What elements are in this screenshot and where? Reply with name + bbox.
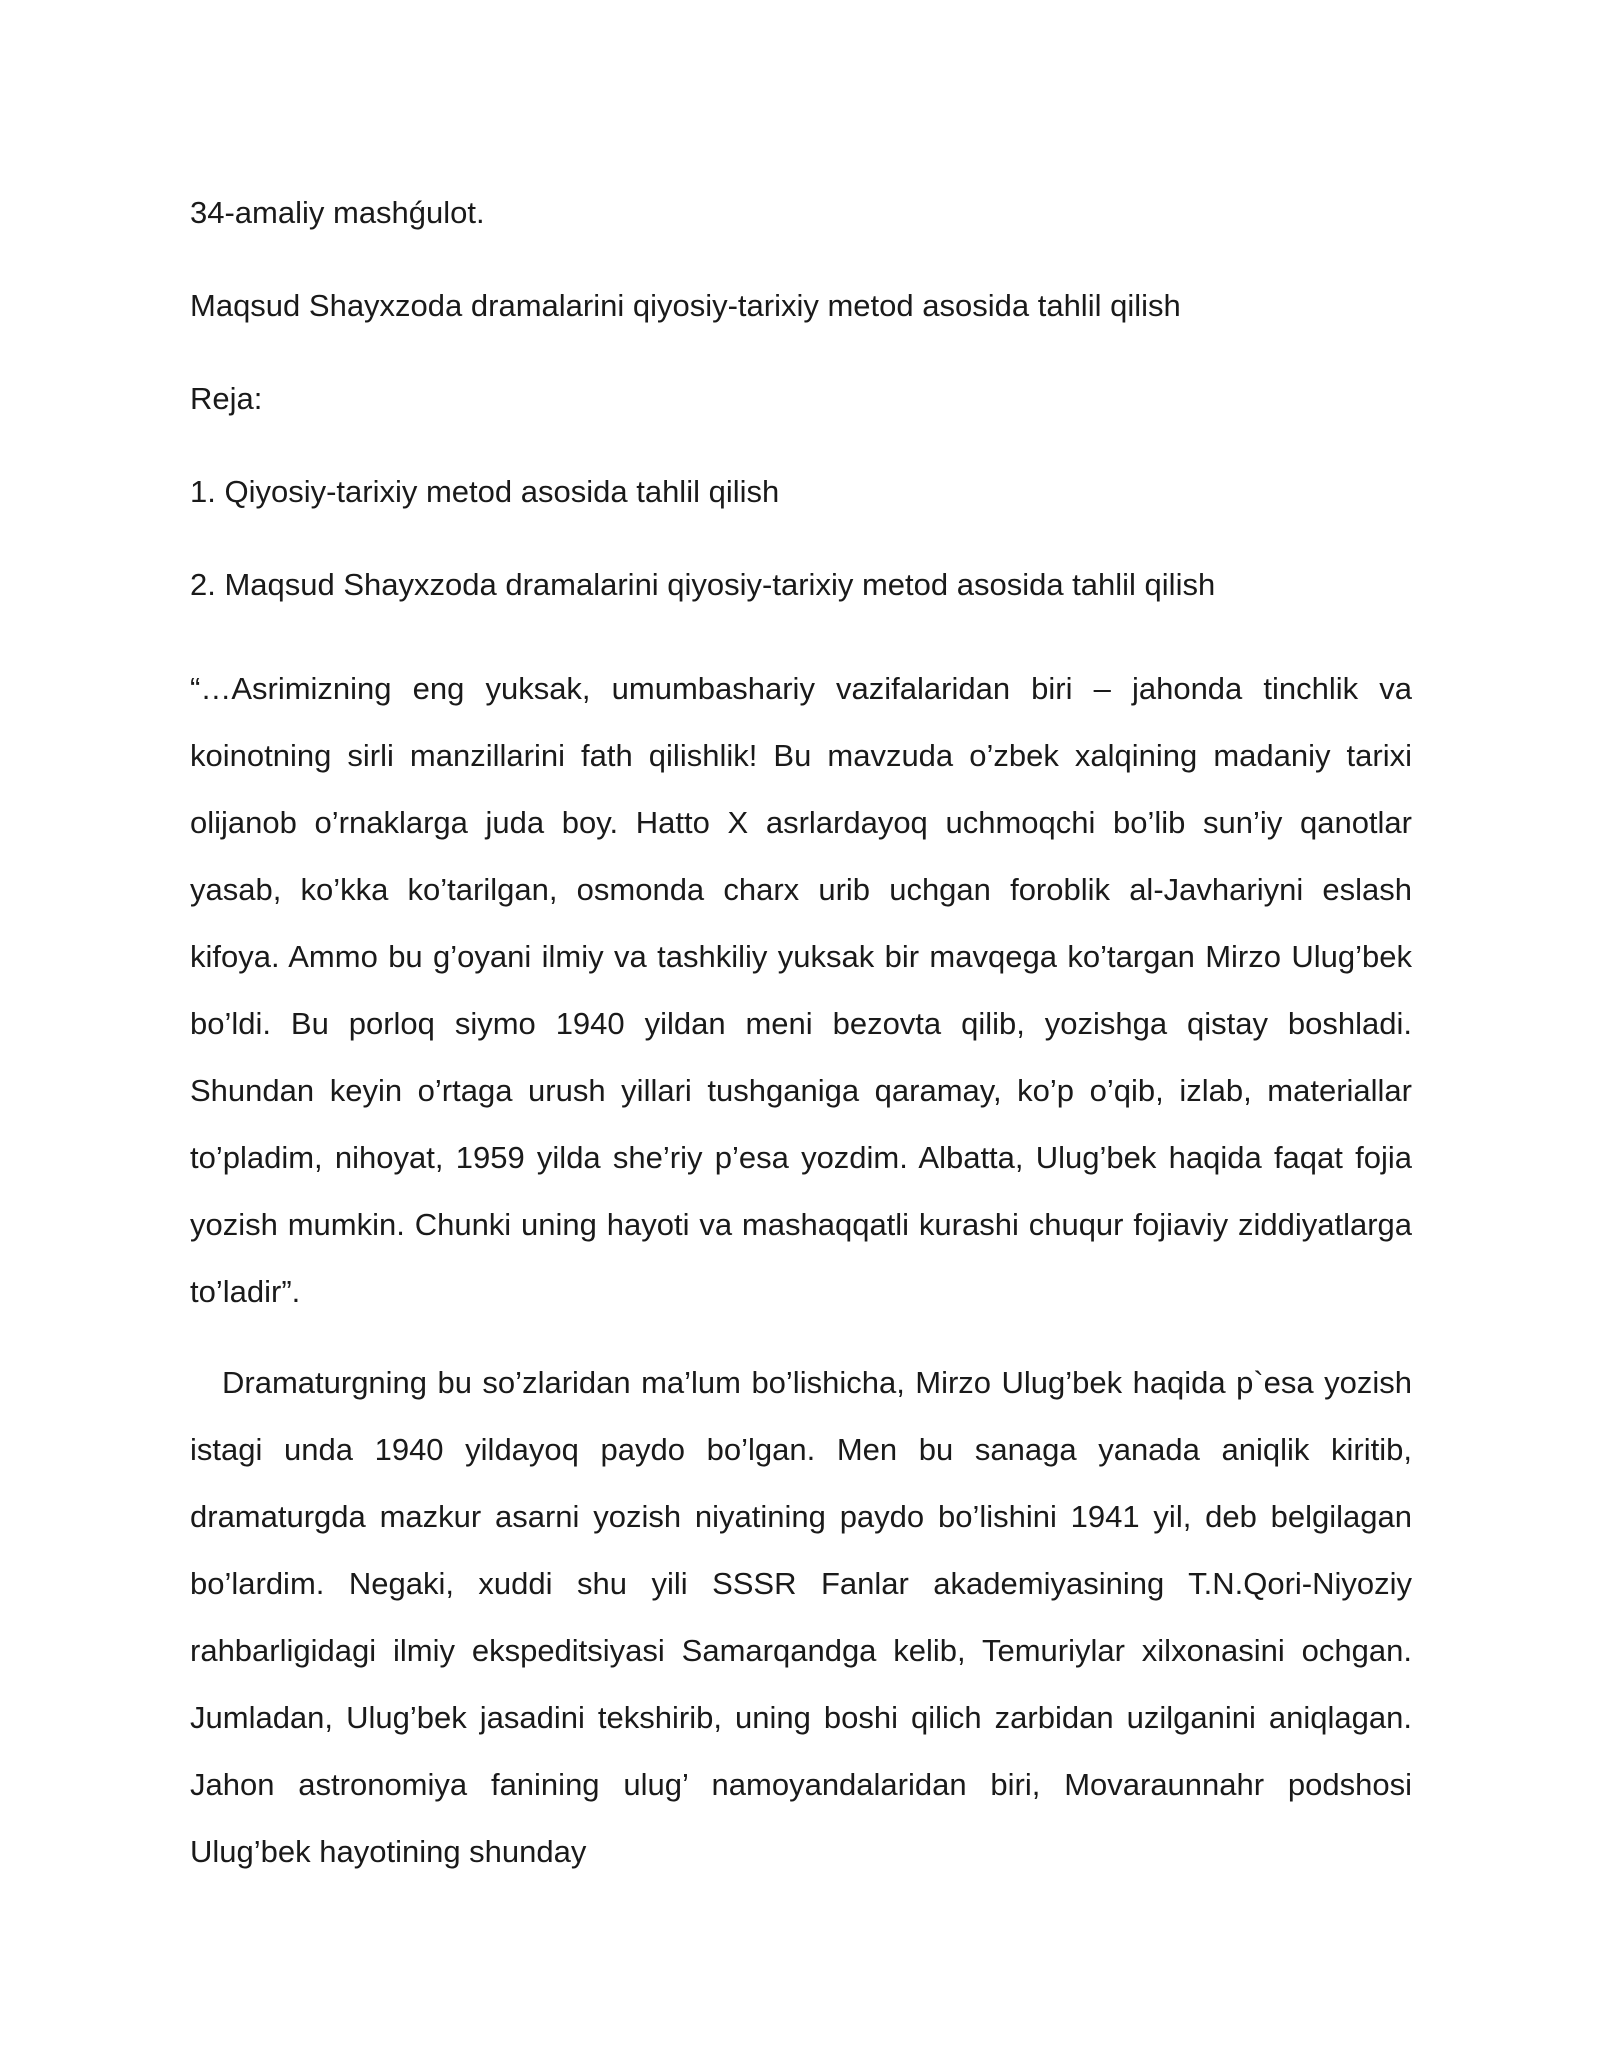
- author-quote: “…Asrimizning eng yuksak, umumbashariy vazifalaridan biri – jahonda tinchlik va koinotning sirli manzillarini fath qilishlik! Bu mavzuda o’zbek xalqining madaniy tarixi olijanob o’rnaklarga juda boy. Hatto X asrlardayoq uchmoqchi bo’lib sun’iy qanotlar yasab, ko’kka ko’tarilgan, osmonda charx urib uchgan foroblik al-Javhariyni eslash kifoya. Ammo bu g’oyani ilmiy va tashkiliy yuksak bir mavqega ko’targan Mirzo Ulug’bek bo’ldi. Bu porloq siymo 1940 yildan meni bezovta qilib, yozishga qistay boshladi. Shundan keyin o’rtaga urush yillari tushganiga qaramay, ko’p o’qib, izlab, materiallar to’pladim, nihoyat, 1959 yilda she’riy p’esa yozdim. Albatta, Ulug’bek haqida faqat fojia yozish mumkin. Chunki uning hayoti va mashaqqatli kurashi chuqur fojiaviy ziddiyatlarga to’ladir”.: [190, 671, 1412, 1309]
- plan-item-1: 1. Qiyosiy-tarixiy metod asosida tahlil qilish: [190, 474, 780, 509]
- document-page: [190, 190, 1412, 1885]
- plan-item-2: 2. Maqsud Shayxzoda dramalarini qiyosiy-tarixiy metod asosida tahlil qilish: [190, 567, 1216, 602]
- lesson-title: 34-amaliy mashǵulot.: [190, 195, 485, 230]
- body-paragraph: Dramaturgning bu so’zlaridan ma’lum bo’lishicha, Mirzo Ulug’bek haqida p`esa yozish istagi unda 1940 yildayoq paydo bo’lgan. Men bu sanaga yanada aniqlik kiritib, dramaturgda mazkur asarni yozish niyatining paydo bo’lishini 1941 yil, deb belgilagan bo’lardim. Negaki, xuddi shu yili SSSR Fanlar akademiyasining T.N.Qori-Niyoziy rahbarligidagi ilmiy ekspeditsiyasi Samarqandga kelib, Temuriylar xilxonasini ochgan. Jumladan, Ulug’bek jasadini tekshirib, uning boshi qilich zarbidan uzilganini aniqlagan. Jahon astronomiya fanining ulug’ namoyandalaridan biri, Movaraunnahr podshosi Ulug’bek hayotining shunday: [190, 1365, 1412, 1869]
- topic-title: Maqsud Shayxzoda dramalarini qiyosiy-tarixiy metod asosida tahlil qilish: [190, 288, 1181, 323]
- plan-heading: Reja:: [190, 381, 263, 416]
